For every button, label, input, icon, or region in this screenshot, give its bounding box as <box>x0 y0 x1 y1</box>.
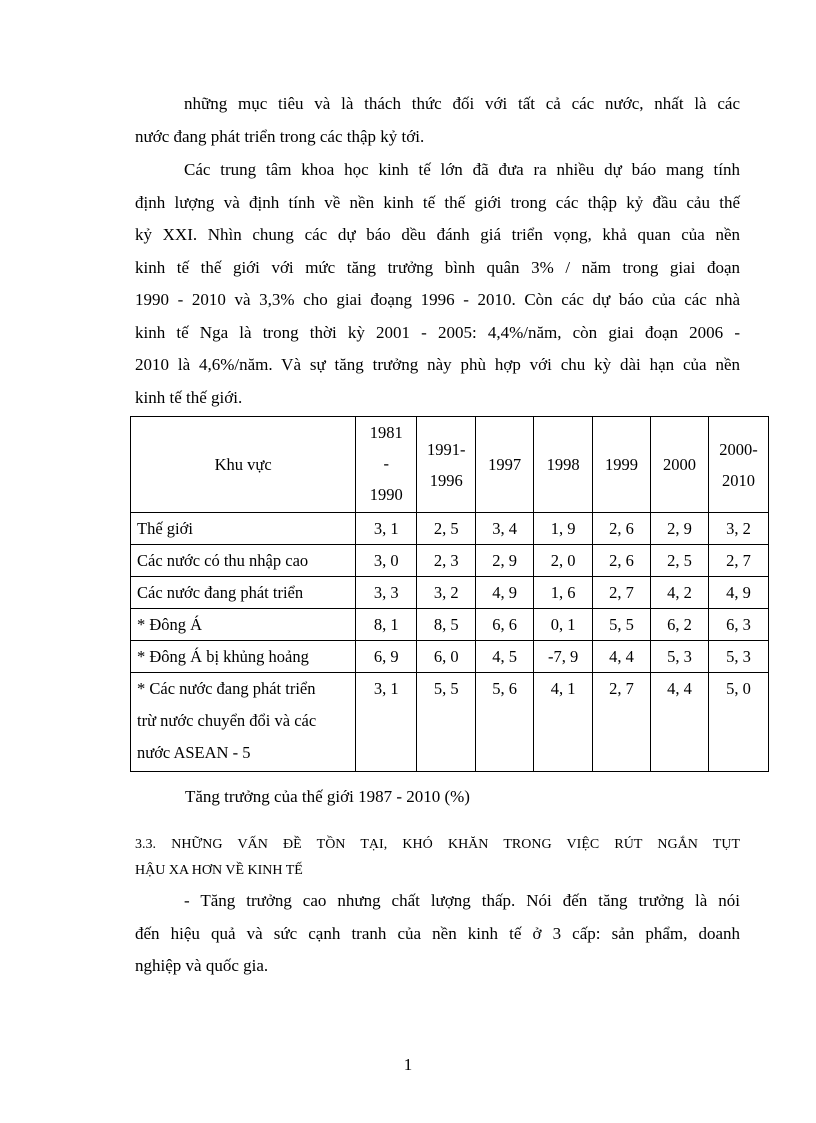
text-line: kinh tế thế giới. <box>135 387 243 407</box>
region-line: * Các nước đang phát triển <box>137 679 316 698</box>
text-line: những mục tiêu và là thách thức đối với tất cả các nước, nhất là các <box>184 94 740 113</box>
value-cell: 4, 9 <box>708 577 768 609</box>
value-cell: 1, 6 <box>534 577 593 609</box>
header-period-part: 2000- <box>719 439 758 459</box>
header-period-part: 2000 <box>662 455 696 474</box>
value-cell: 5, 3 <box>708 641 768 673</box>
intro-paragraph-1 <box>135 88 740 153</box>
value-cell: 2, 9 <box>651 513 709 545</box>
body-paragraph <box>135 885 740 983</box>
region-line: trừ nước chuyển đổi và các <box>137 711 317 730</box>
region-cell: * Đông Á <box>131 609 356 641</box>
text-line: Các trung tâm khoa học kinh tế lớn đã đưa ra nhiều dự báo mang tính <box>184 160 740 179</box>
value-cell: 5, 6 <box>476 673 534 772</box>
header-period-part: 1990 <box>369 485 403 504</box>
header-period <box>476 417 534 513</box>
value-cell: 5, 5 <box>417 673 476 772</box>
table-row <box>131 641 769 673</box>
header-region: Khu vực <box>131 417 356 513</box>
page-number: 1 <box>403 1055 413 1074</box>
value-cell: 4, 4 <box>593 641 651 673</box>
value-cell: 3, 1 <box>356 673 417 772</box>
table-row <box>131 545 769 577</box>
text-line: nước đang phát triển trong các thập kỷ tới. <box>135 126 425 146</box>
text-line: đến hiệu quả và sức cạnh tranh của nền kinh tế ở 3 cấp: sản phẩm, doanh <box>135 923 740 943</box>
value-cell: 6, 0 <box>417 641 476 673</box>
value-cell: 4, 1 <box>534 673 593 772</box>
text-line: định lượng và định tính về nền kinh tế thế giới trong các thập kỷ đầu cảu thế <box>135 192 740 212</box>
header-period <box>708 417 768 513</box>
value-cell: 2, 6 <box>593 545 651 577</box>
heading-line: 3.3. NHỮNG VẤN ĐỀ TỒN TẠI, KHÓ KHĂN TRONG VIỆC RÚT NGẮN TỤT <box>135 837 740 852</box>
table-row <box>131 609 769 641</box>
value-cell: 2, 7 <box>708 545 768 577</box>
section-heading <box>135 832 740 884</box>
table-row <box>131 577 769 609</box>
value-cell: 5, 0 <box>708 673 768 772</box>
value-cell: 0, 1 <box>534 609 593 641</box>
value-cell: 6, 6 <box>476 609 534 641</box>
table-row <box>131 513 769 545</box>
header-period <box>356 417 417 513</box>
value-cell: -7, 9 <box>534 641 593 673</box>
header-period-part: 1996 <box>429 470 463 490</box>
value-cell: 4, 5 <box>476 641 534 673</box>
header-period-part: 1991- <box>426 439 466 459</box>
region-cell: * Đông Á bị khủng hoảng <box>131 641 356 673</box>
table-row <box>131 673 769 772</box>
value-cell: 3, 4 <box>476 513 534 545</box>
value-cell: 2, 0 <box>534 545 593 577</box>
value-cell: 5, 5 <box>593 609 651 641</box>
value-cell: 8, 1 <box>356 609 417 641</box>
header-period-part: 2010 <box>721 470 755 490</box>
value-cell: 6, 2 <box>651 609 709 641</box>
growth-table <box>130 416 769 772</box>
value-cell: 6, 9 <box>356 641 417 673</box>
value-cell: 3, 1 <box>356 513 417 545</box>
text-line: nghiệp và quốc gia. <box>135 956 269 975</box>
value-cell: 4, 4 <box>651 673 709 772</box>
value-cell: 3, 3 <box>356 577 417 609</box>
value-cell: 2, 7 <box>593 673 651 772</box>
value-cell: 2, 6 <box>593 513 651 545</box>
region-cell: Thế giới <box>131 513 356 545</box>
value-cell: 8, 5 <box>417 609 476 641</box>
header-period <box>651 417 709 513</box>
value-cell: 4, 9 <box>476 577 534 609</box>
header-period-part: 1981 <box>369 423 403 442</box>
text-line: 1990 - 2010 và 3,3% cho giai đoạng 1996 - 2010. Còn các dự báo của các nhà <box>135 290 740 309</box>
header-period <box>593 417 651 513</box>
region-cell: Các nước có thu nhập cao <box>131 545 356 577</box>
value-cell: 3, 0 <box>356 545 417 577</box>
header-period <box>534 417 593 513</box>
text-line: - Tăng trưởng cao nhưng chất lượng thấp. Nói đến tăng trưởng là nói <box>184 891 740 910</box>
value-cell: 3, 2 <box>708 513 768 545</box>
header-period-part: - <box>383 454 390 473</box>
value-cell: 4, 2 <box>651 577 709 609</box>
header-period-part: 1998 <box>546 455 580 474</box>
region-cell <box>131 673 356 772</box>
value-cell: 6, 3 <box>708 609 768 641</box>
region-line: nước ASEAN - 5 <box>137 743 251 762</box>
text-line: kinh tế Nga là trong thời kỳ 2001 - 2005: 4,4%/năm, còn giai đoạn 2006 - <box>135 322 740 342</box>
table-caption: Tăng trưởng của thế giới 1987 - 2010 (%) <box>185 787 470 806</box>
value-cell: 2, 3 <box>417 545 476 577</box>
region-cell: Các nước đang phát triển <box>131 577 356 609</box>
value-cell: 2, 7 <box>593 577 651 609</box>
value-cell: 1, 9 <box>534 513 593 545</box>
heading-line: HẬU XA HƠN VỀ KINH TẾ <box>135 863 303 878</box>
header-period <box>417 417 476 513</box>
value-cell: 2, 5 <box>417 513 476 545</box>
value-cell: 5, 3 <box>651 641 709 673</box>
text-line: kinh tế thế giới với mức tăng trưởng bình quân 3% / năm trong giai đoạn <box>135 257 740 277</box>
value-cell: 2, 5 <box>651 545 709 577</box>
text-line: 2010 là 4,6%/năm. Và sự tăng trưởng này phù hợp với chu kỳ dài hạn của nền <box>135 355 740 374</box>
intro-paragraph-2 <box>135 154 740 414</box>
value-cell: 2, 9 <box>476 545 534 577</box>
header-period-part: 1997 <box>488 455 522 474</box>
header-period-part: 1999 <box>605 455 639 474</box>
value-cell: 3, 2 <box>417 577 476 609</box>
table-header-row <box>131 417 769 513</box>
text-line: kỷ XXI. Nhìn chung các dự báo dều đánh giá triển vọng, khả quan của nền <box>135 225 740 244</box>
